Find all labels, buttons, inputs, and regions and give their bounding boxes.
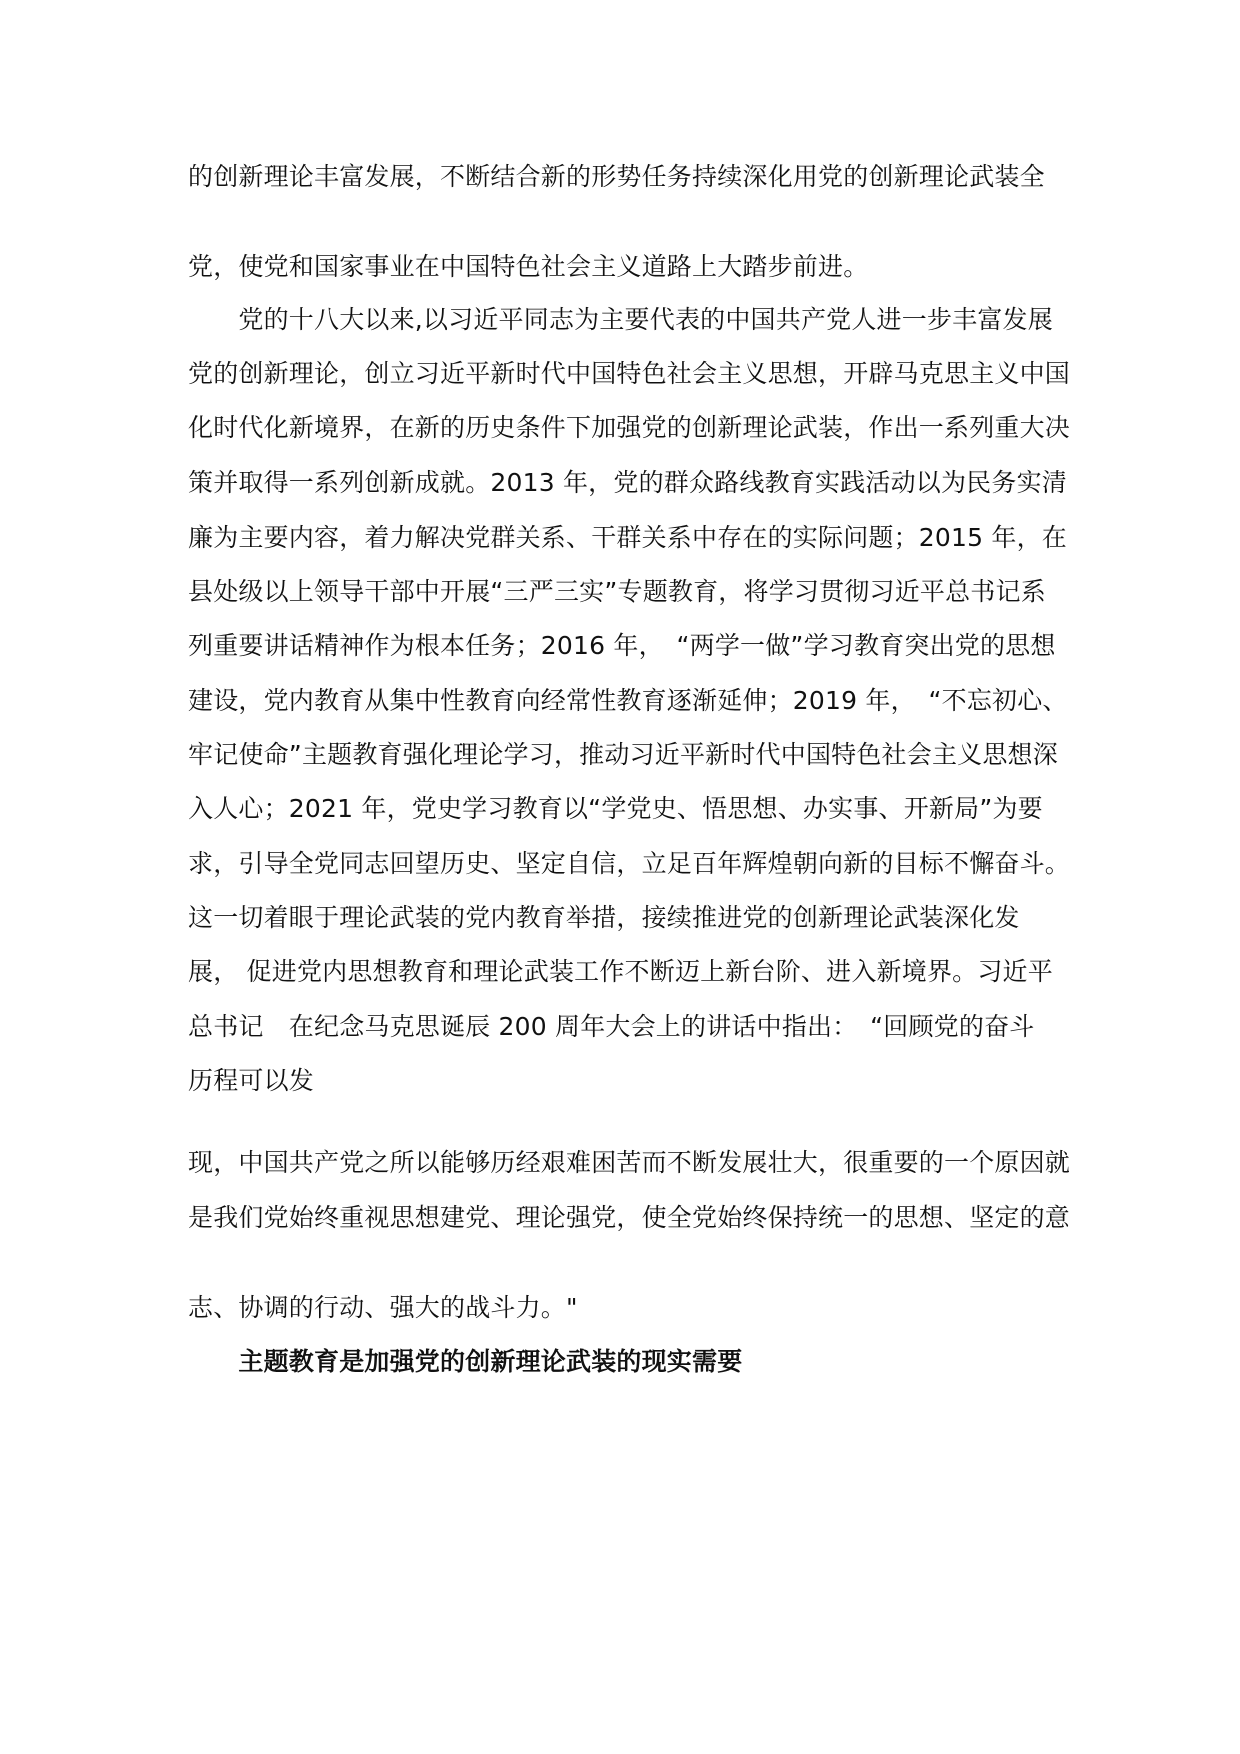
text-line: 是我们党始终重视思想建党、理论强党，使全党始终保持统一的思想、坚定的意 bbox=[188, 1203, 1071, 1232]
text-line: 列重要讲话精神作为根本任务；2016 年， “两学一做”学习教育突出党的思想 bbox=[188, 631, 1056, 660]
section-heading: 主题教育是加强党的创新理论武装的现实需要 bbox=[188, 1347, 743, 1376]
text-line: 总书记 在纪念马克思诞辰 200 周年大会上的讲话中指出： “回顾党的奋斗 bbox=[188, 1012, 1035, 1041]
text-line: 党，使党和国家事业在中国特色社会主义道路上大踏步前进。 bbox=[188, 252, 869, 281]
text-line: 党的创新理论，创立习近平新时代中国特色社会主义思想，开辟马克思主义中国 bbox=[188, 359, 1071, 388]
text-line: 牢记使命”主题教育强化理论学习，推动习近平新时代中国特色社会主义思想深 bbox=[188, 740, 1058, 769]
text-line: 策并取得一系列创新成就。2013 年，党的群众路线教育实践活动以为民务实清 bbox=[188, 468, 1067, 497]
text-line: 的创新理论丰富发展，不断结合新的形势任务持续深化用党的创新理论武装全 bbox=[188, 162, 1045, 191]
text-line: 历程可以发 bbox=[188, 1066, 315, 1095]
text-line: 求，引导全党同志回望历史、坚定自信，立足百年辉煌朝向新的目标不懈奋斗。 bbox=[188, 849, 1071, 878]
text-line: 现，中国共产党之所以能够历经艰难困苦而不断发展壮大，很重要的一个原因就 bbox=[188, 1148, 1071, 1177]
text-line: 志、协调的行动、强大的战斗力。" bbox=[188, 1293, 578, 1322]
text-line: 化时代化新境界，在新的历史条件下加强党的创新理论武装，作出一系列重大决 bbox=[188, 413, 1071, 442]
text-line: 这一切着眼于理论武装的党内教育举措，接续推进党的创新理论武装深化发 bbox=[188, 903, 1020, 932]
text-line: 建设，党内教育从集中性教育向经常性教育逐渐延伸；2019 年， “不忘初心、 bbox=[188, 686, 1068, 715]
text-line: 廉为主要内容，着力解决党群关系、干群关系中存在的实际问题；2015 年，在 bbox=[188, 523, 1067, 552]
text-line: 入人心；2021 年，党史学习教育以“学党史、悟思想、办实事、开新局”为要 bbox=[188, 794, 1043, 823]
text-line: 县处级以上领导干部中开展“三严三实”专题教育，将学习贯彻习近平总书记系 bbox=[188, 577, 1046, 606]
text-line: 党的十八大以来,以习近平同志为主要代表的中国共产党人进一步丰富发展 bbox=[188, 305, 1053, 334]
text-line: 展， 促进党内思想教育和理论武装工作不断迈上新台阶、进入新境界。习近平 bbox=[188, 957, 1053, 986]
